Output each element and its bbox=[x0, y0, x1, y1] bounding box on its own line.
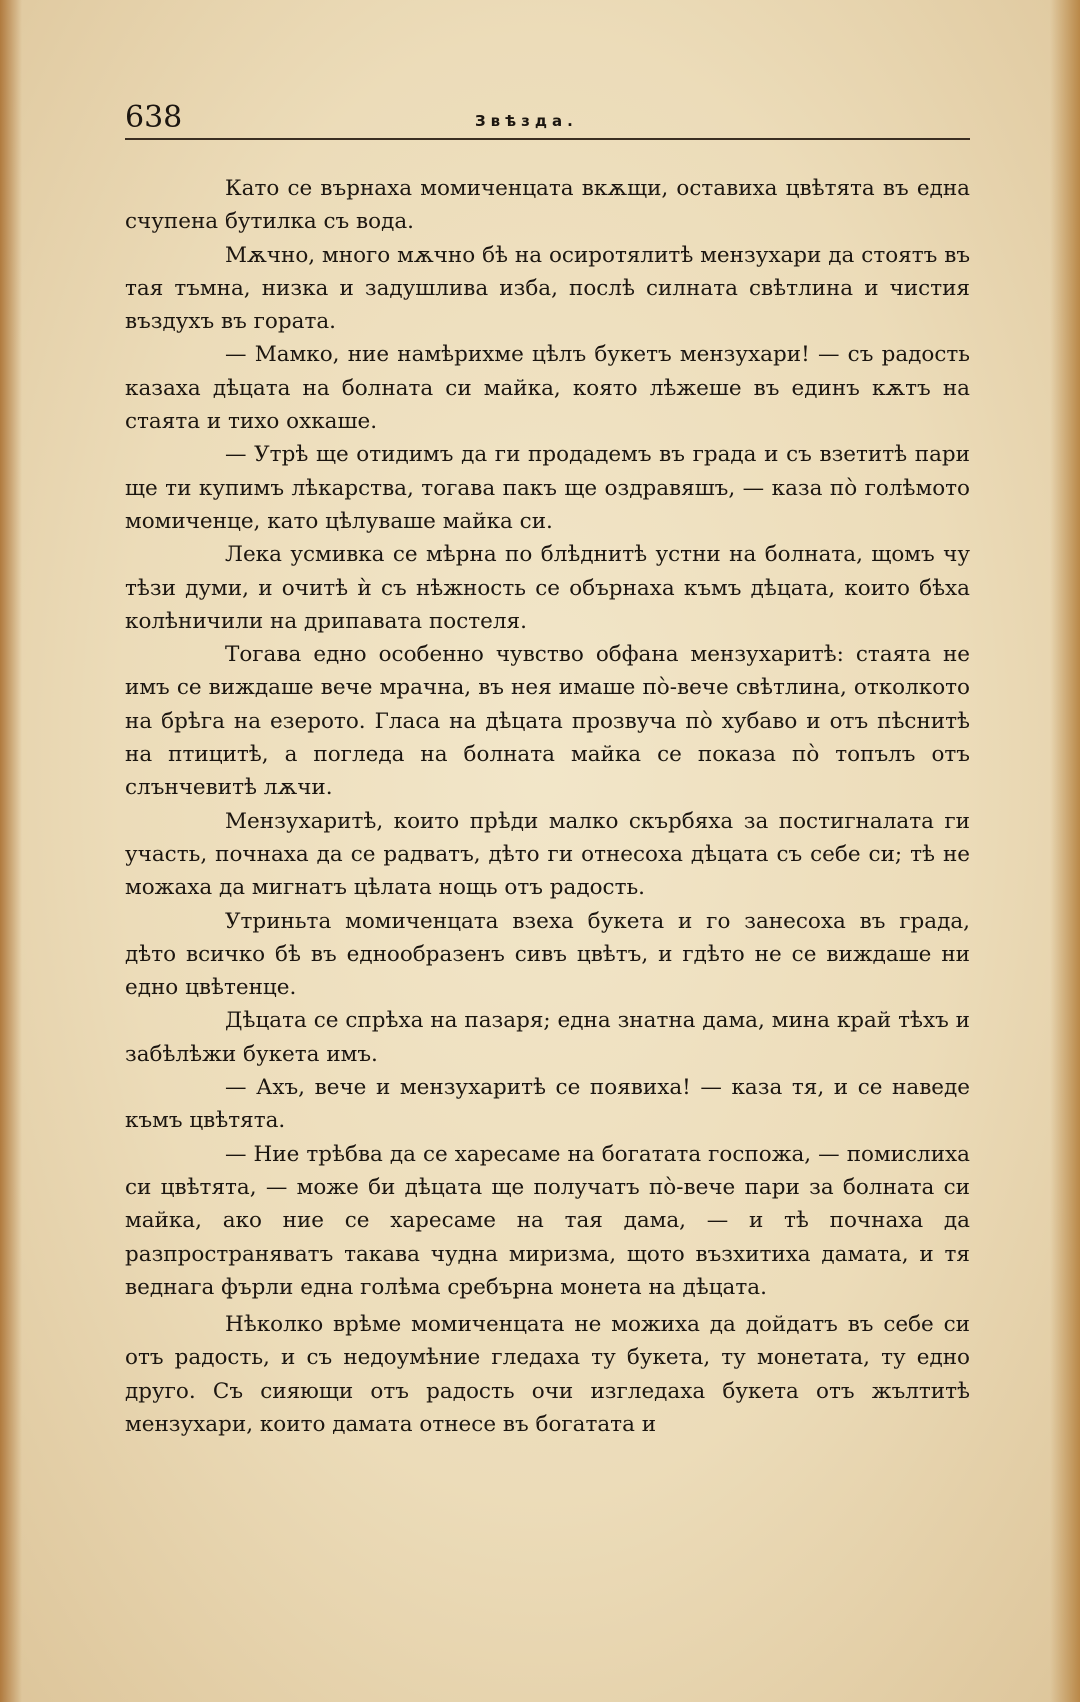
page-edge-shadow-right bbox=[1050, 0, 1080, 1702]
body-text bbox=[125, 172, 970, 1441]
page-number: 638 bbox=[125, 100, 183, 135]
paragraph: Лека усмивка се мѣрна по блѣднитѣ устни на болната, щомъ чу тѣзи думи, и очитѣ ѝ съ нѣжность се обърнаха къмъ дѣцата, които бѣха колѣничили на дрипавата постеля. bbox=[125, 542, 970, 634]
paragraph: Утриньта момиченцата взеха букета и го занесоха въ града, дѣто всичко бѣ въ еднообразенъ сивъ цвѣтъ, и гдѣто не се виждаше ни едно цвѣтенце. bbox=[125, 908, 970, 1001]
page-edge-shadow-left bbox=[0, 0, 22, 1702]
page-header bbox=[125, 98, 970, 140]
paragraph: — Утрѣ ще отидимъ да ги продадемъ въ града и съ взетитѣ пари ще ти купимъ лѣкарства, тогава пакъ ще оздравяшъ, — каза по̀ голѣмото момиченце, като цѣлуваше майка си. bbox=[125, 442, 970, 534]
paragraph: Тогава едно особенно чувство обфана мензухаритѣ: стаята не имъ се виждаше вече мрачна, въ нея имаше по̀-вече свѣтлина, отколкото на брѣга на езерото. Гласа на дѣцата прозвуча по̀ хубаво и отъ пѣснитѣ на птицитѣ, а погледа на болната майка се показа по̀ топълъ отъ слънчевитѣ лѫчи. bbox=[125, 642, 970, 801]
paragraph: — Мамко, ние намѣрихме цѣлъ букетъ мензухари! — съ радость казаха дѣцата на болната си майка, която лѣжеше въ единъ кѫтъ на стаята и тихо охкаше. bbox=[125, 342, 970, 435]
paragraph: Дѣцата се спрѣха на пазаря; една знатна дама, мина край тѣхъ и забѣлѣжи букета имъ. bbox=[125, 1008, 970, 1067]
paragraph: Мензухаритѣ, които прѣди малко скърбяха за постигналата ги участь, почнаха да се радватъ, дѣто ги отнесоха дѣцата съ себе си; тѣ не можаха да мигнатъ цѣлата нощь отъ радость. bbox=[125, 808, 970, 901]
paragraph: Като се върнаха момиченцата вкѫщи, оставиха цвѣтята въ една счупена бутилка съ вода. bbox=[125, 176, 970, 235]
paragraph: — Ахъ, вече и мензухаритѣ се появиха! — каза тя, и се наведе къмъ цвѣтята. bbox=[125, 1075, 970, 1134]
paragraph: Мѫчно, много мѫчно бѣ на осиротялитѣ мензухари да стоятъ въ тая тъмна, низка и задушлива изба, послѣ силната свѣтлина и чистия въздухъ въ гората. bbox=[125, 242, 970, 335]
running-title: Звѣзда. bbox=[475, 112, 578, 130]
paragraph: — Ние трѣбва да се харесаме на богатата госпожа, — помислиха си цвѣтята, — може би дѣцата ще получатъ по̀-вече пари за болната си майка, ако ние се харесаме на тая дама, — и тѣ почнаха да разпространяватъ такава чудна миризма, щото възхитиха дамата, и тя веднага фърли една голѣма сребърна монета на дѣцата. bbox=[125, 1141, 970, 1300]
paragraph: Нѣколко врѣме момиченцата не можиха да дойдатъ въ себе си отъ радость, и съ недоумѣние гледаха ту букета, ту монетата, ту едно друго. Съ сияющи отъ радость очи изгледаха букета отъ жълтитѣ мензухари, които дамата отнесе въ богатата и bbox=[125, 1312, 970, 1437]
